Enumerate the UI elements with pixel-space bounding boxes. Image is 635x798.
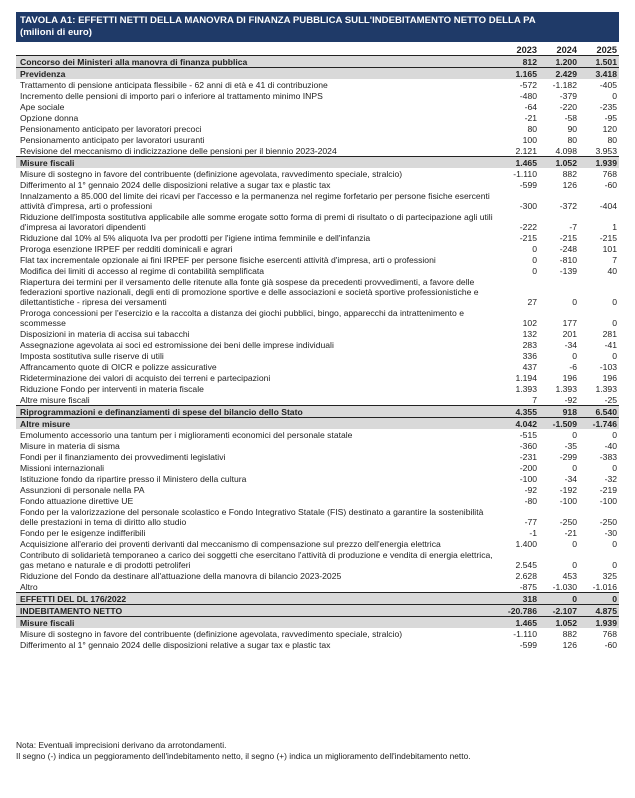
value-2024: 0 <box>572 463 577 473</box>
row-label: Disposizioni in materia di accisa sui tabacchi <box>20 329 190 339</box>
value-2023: 7 <box>532 395 537 405</box>
value-2024: 882 <box>562 169 577 179</box>
row-label: Incremento delle pensioni di importo pari o inferiore al trattamento minimo INPS <box>20 91 323 101</box>
value-2023: -20.786 <box>499 605 539 617</box>
value-2025: 0 <box>612 430 617 440</box>
value-2024: 0 <box>539 593 579 605</box>
value-2024: -220 <box>559 102 577 112</box>
value-2025: -40 <box>604 441 617 451</box>
row-label: Riprogrammazioni e definanziamenti di spese del bilancio dello Stato <box>16 406 499 418</box>
value-2023: -572 <box>519 80 537 90</box>
value-2023: 27 <box>527 297 537 307</box>
value-2023: 0 <box>532 266 537 276</box>
value-2024: 126 <box>562 180 577 190</box>
row-label: Emolumento accessorio una tantum per i miglioramenti economici del personale statale <box>20 430 353 440</box>
section-row <box>16 593 619 605</box>
row-label: Assegnazione agevolata ai soci ed estromissione dei beni delle imprese individuali <box>20 340 334 350</box>
value-2023: -80 <box>524 496 537 506</box>
header-cell-2025: 2025 <box>579 42 619 56</box>
value-2023: 2.545 <box>515 560 537 570</box>
row-label: Affrancamento quote di OICR e polizze assicurative <box>20 362 217 372</box>
value-2024: -372 <box>559 201 577 211</box>
table-row <box>16 372 619 383</box>
row-label: Misure di sostegno in favore del contribuente (definizione agevolata, ravvedimento speciale, stralcio) <box>20 629 403 639</box>
row-label: Riduzione del Fondo da destinare all'attuazione della manovra di bilancio 2023-2025 <box>20 571 342 581</box>
value-2025: 1.501 <box>579 56 619 68</box>
value-2024: -810 <box>559 255 577 265</box>
header-cell-2024: 2024 <box>539 42 579 56</box>
value-2025: -30 <box>604 528 617 538</box>
table-row <box>16 145 619 157</box>
table-row <box>16 570 619 581</box>
value-2023: 1.165 <box>499 68 539 80</box>
value-2023: -1.110 <box>513 169 537 179</box>
row-label: Differimento al 1° gennaio 2024 delle disposizioni relative a sugar tax e plastic tax <box>20 640 331 650</box>
value-2023: 0 <box>532 244 537 254</box>
value-2025: 768 <box>602 629 617 639</box>
row-label: Missioni internazionali <box>20 463 105 473</box>
row-label: Altre misure <box>16 418 499 430</box>
row-label: Flat tax incrementale opzionale ai fini IRPEF per persone fisiche esercenti attività d'impresa, arti o professioni <box>20 255 436 265</box>
notes <box>16 740 619 762</box>
value-2025: 0 <box>612 539 617 549</box>
value-2025: -215 <box>599 233 617 243</box>
section-row <box>16 157 619 169</box>
table-row <box>16 495 619 506</box>
row-label: Misure fiscali <box>16 157 499 169</box>
table-row <box>16 394 619 406</box>
row-label: Misure di sostegno in favore del contribuente (definizione agevolata, ravvedimento speciale, stralcio) <box>20 169 403 179</box>
value-2025: -95 <box>604 113 617 123</box>
row-label: Misure fiscali <box>16 617 499 629</box>
row-label: Proroga concessioni per l'esercizio e la raccolta a distanza dei giochi pubblici, bingo, apparecchi da intrattenimento e scommesse <box>20 308 464 328</box>
value-2025: 80 <box>607 135 617 145</box>
value-2023: 4.042 <box>499 418 539 430</box>
row-label: Imposta sostitutiva sulle riserve di utili <box>20 351 164 361</box>
value-2023: -1 <box>529 528 537 538</box>
value-2025: 325 <box>602 571 617 581</box>
row-label: Altro <box>20 582 38 592</box>
table-row <box>16 549 619 570</box>
table-row <box>16 350 619 361</box>
row-label: Ape sociale <box>20 102 65 112</box>
value-2025: 1 <box>612 222 617 232</box>
value-2025: 101 <box>602 244 617 254</box>
value-2023: -200 <box>519 463 537 473</box>
value-2023: -1.110 <box>513 629 537 639</box>
value-2024: 0 <box>572 297 577 307</box>
value-2024: -1.030 <box>552 582 577 592</box>
table-row <box>16 383 619 394</box>
value-2023: -222 <box>519 222 537 232</box>
row-label: Fondi per il finanziamento dei provvedimenti legislativi <box>20 452 226 462</box>
table-row <box>16 265 619 276</box>
value-2024: 1.200 <box>539 56 579 68</box>
value-2025: -41 <box>604 340 617 350</box>
row-label: Previdenza <box>16 68 499 80</box>
table-row <box>16 101 619 112</box>
value-2024: -6 <box>569 362 577 372</box>
value-2024: 1.052 <box>539 617 579 629</box>
value-2025: 768 <box>602 169 617 179</box>
value-2025: 1.939 <box>579 617 619 629</box>
section-row <box>16 68 619 80</box>
value-2025: 0 <box>612 297 617 307</box>
value-2024: -21 <box>564 528 577 538</box>
value-2023: 1.465 <box>499 617 539 629</box>
header-cell-label <box>16 42 499 56</box>
header-cell-2023: 2023 <box>499 42 539 56</box>
value-2025: 0 <box>612 91 617 101</box>
value-2025: 3.953 <box>595 146 617 156</box>
value-2023: -77 <box>524 517 537 527</box>
value-2024: -1.182 <box>552 80 577 90</box>
value-2023: 102 <box>522 318 537 328</box>
value-2025: -1.746 <box>579 418 619 430</box>
value-2024: -35 <box>564 441 577 451</box>
value-2024: -215 <box>559 233 577 243</box>
value-2025: 120 <box>602 124 617 134</box>
row-label: INDEBITAMENTO NETTO <box>16 605 499 617</box>
table-row <box>16 473 619 484</box>
value-2023: 2.121 <box>515 146 537 156</box>
row-label: Riduzione dal 10% al 5% aliquota Iva per prodotti per l'igiene intima femminile e dell'infanzia <box>20 233 371 243</box>
value-2023: -100 <box>519 474 537 484</box>
table-row <box>16 429 619 440</box>
value-2023: 336 <box>522 351 537 361</box>
table-row <box>16 79 619 90</box>
row-label: Pensionamento anticipato per lavoratori usuranti <box>20 135 205 145</box>
row-label: Misure in materia di sisma <box>20 441 120 451</box>
value-2025: -100 <box>599 496 617 506</box>
value-2025: 0 <box>579 593 619 605</box>
value-2024: -7 <box>569 222 577 232</box>
table-row <box>16 361 619 372</box>
value-2024: -1.509 <box>539 418 579 430</box>
value-2023: -300 <box>519 201 537 211</box>
value-2024: -34 <box>564 340 577 350</box>
row-label: Concorso dei Ministeri alla manovra di finanza pubblica <box>16 56 499 68</box>
value-2023: 132 <box>522 329 537 339</box>
table-row <box>16 211 619 232</box>
value-2024: 0 <box>572 539 577 549</box>
row-label: Modifica dei limiti di accesso al regime di contabilità semplificata <box>20 266 265 276</box>
section-row <box>16 56 619 68</box>
value-2023: -360 <box>519 441 537 451</box>
row-label: Riduzione dell'imposta sostitutiva applicabile alle somme erogate sotto forma di premi di risultato o di partecipazione agli utili d'impresa ai lavoratori dipendenti <box>20 212 493 232</box>
value-2024: 201 <box>562 329 577 339</box>
table-row <box>16 639 619 650</box>
value-2024: 918 <box>539 406 579 418</box>
table-row <box>16 112 619 123</box>
table-row <box>16 243 619 254</box>
table-row <box>16 168 619 179</box>
table-row <box>16 232 619 243</box>
value-2023: 1.194 <box>515 373 537 383</box>
table-title <box>16 12 619 42</box>
header-row <box>16 42 619 56</box>
row-label: Revisione del meccanismo di indicizzazione delle pensioni per il biennio 2023-2024 <box>20 146 337 156</box>
value-2025: -60 <box>604 640 617 650</box>
row-label: Innalzamento a 85.000 del limite dei ricavi per l'accesso e la permanenza nel regime forfetario per persone fisiche esercenti attività d'impresa, arti o professioni <box>20 191 490 211</box>
value-2024: 453 <box>562 571 577 581</box>
value-2024: -379 <box>559 91 577 101</box>
value-2025: -405 <box>599 80 617 90</box>
value-2023: -875 <box>519 582 537 592</box>
table-title-unit: (milioni di euro) <box>20 27 92 38</box>
row-label: Proroga esenzione IRPEF per redditi dominicali e agrari <box>20 244 233 254</box>
section-row <box>16 406 619 418</box>
value-2024: -192 <box>559 485 577 495</box>
row-label: EFFETTI DEL DL 176/2022 <box>16 593 499 605</box>
table-body <box>16 42 619 650</box>
value-2024: 80 <box>567 135 577 145</box>
value-2024: 177 <box>562 318 577 328</box>
row-label: Acquisizione all'erario dei proventi derivanti dal meccanismo di compensazione sul prezzo dell'energia elettrica <box>20 539 441 549</box>
value-2025: -1.016 <box>592 582 617 592</box>
value-2024: 0 <box>572 430 577 440</box>
table-row <box>16 506 619 527</box>
table-row <box>16 90 619 101</box>
value-2023: -21 <box>524 113 537 123</box>
value-2025: -60 <box>604 180 617 190</box>
section-row <box>16 418 619 430</box>
table-row <box>16 123 619 134</box>
value-2024: 0 <box>572 560 577 570</box>
value-2023: 812 <box>499 56 539 68</box>
value-2025: 0 <box>612 351 617 361</box>
value-2024: -100 <box>559 496 577 506</box>
table-row <box>16 179 619 190</box>
table-row <box>16 628 619 639</box>
value-2025: -250 <box>599 517 617 527</box>
data-table <box>16 42 619 650</box>
value-2025: -404 <box>599 201 617 211</box>
table-row <box>16 527 619 538</box>
value-2023: -515 <box>519 430 537 440</box>
row-label: Fondo attuazione direttive UE <box>20 496 134 506</box>
value-2024: -250 <box>559 517 577 527</box>
value-2024: 196 <box>562 373 577 383</box>
value-2023: 318 <box>499 593 539 605</box>
value-2025: 7 <box>612 255 617 265</box>
table-row <box>16 190 619 211</box>
value-2024: 0 <box>572 351 577 361</box>
value-2023: -599 <box>519 640 537 650</box>
value-2024: -34 <box>564 474 577 484</box>
value-2025: 3.418 <box>579 68 619 80</box>
table-title-line1: TAVOLA A1: EFFETTI NETTI DELLA MANOVRA DI FINANZA PUBBLICA SULL'INDEBITAMENTO NETTO DELLA PA <box>20 15 536 26</box>
row-label: Contributo di solidarietà temporaneo a carico dei soggetti che esercitano l'attività di produzione e vendita di energia elettrica, gas metano e naturale e di prodotti petroliferi <box>20 550 493 570</box>
row-label: Rideterminazione dei valori di acquisto dei terreni e partecipazioni <box>20 373 271 383</box>
table-row <box>16 581 619 593</box>
note-sign: Il segno (-) indica un peggioramento dell'indebitamento netto, il segno (+) indica un miglioramento dell'indebitamento netto. <box>16 751 471 761</box>
value-2023: 1.465 <box>499 157 539 169</box>
row-label: Trattamento di pensione anticipata flessibile - 62 anni di età e 41 di contribuzione <box>20 80 328 90</box>
value-2024: 1.052 <box>539 157 579 169</box>
value-2024: -58 <box>564 113 577 123</box>
value-2025: 40 <box>607 266 617 276</box>
table-row <box>16 339 619 350</box>
value-2023: 80 <box>527 124 537 134</box>
value-2025: 4.875 <box>579 605 619 617</box>
row-label: Fondo per le esigenze indifferibili <box>20 528 146 538</box>
row-label: Pensionamento anticipato per lavoratori precoci <box>20 124 202 134</box>
value-2024: -248 <box>559 244 577 254</box>
value-2024: 4.098 <box>555 146 577 156</box>
row-label: Differimento al 1° gennaio 2024 delle disposizioni relative a sugar tax e plastic tax <box>20 180 331 190</box>
value-2023: 1.400 <box>515 539 537 549</box>
table-row <box>16 451 619 462</box>
row-label: Riduzione Fondo per interventi in materia fiscale <box>20 384 204 394</box>
value-2023: 0 <box>532 255 537 265</box>
value-2024: 1.393 <box>555 384 577 394</box>
value-2023: -92 <box>524 485 537 495</box>
row-label: Altre misure fiscali <box>20 395 90 405</box>
value-2025: 281 <box>602 329 617 339</box>
value-2024: -2.107 <box>539 605 579 617</box>
value-2024: 2.429 <box>539 68 579 80</box>
value-2024: 126 <box>562 640 577 650</box>
value-2024: 90 <box>567 124 577 134</box>
table-row <box>16 254 619 265</box>
value-2024: -139 <box>559 266 577 276</box>
value-2025: 1.939 <box>579 157 619 169</box>
value-2023: 4.355 <box>499 406 539 418</box>
value-2025: 196 <box>602 373 617 383</box>
value-2025: 1.393 <box>595 384 617 394</box>
value-2024: 882 <box>562 629 577 639</box>
value-2025: -103 <box>599 362 617 372</box>
section-row <box>16 605 619 617</box>
value-2025: -25 <box>604 395 617 405</box>
table-row <box>16 440 619 451</box>
value-2023: 437 <box>522 362 537 372</box>
value-2025: -235 <box>599 102 617 112</box>
value-2023: 283 <box>522 340 537 350</box>
table-row <box>16 328 619 339</box>
value-2025: -383 <box>599 452 617 462</box>
value-2023: -599 <box>519 180 537 190</box>
table-row <box>16 307 619 328</box>
value-2023: -64 <box>524 102 537 112</box>
value-2025: 6.540 <box>579 406 619 418</box>
value-2024: -92 <box>564 395 577 405</box>
value-2023: -231 <box>519 452 537 462</box>
section-row <box>16 617 619 629</box>
table-row <box>16 134 619 145</box>
row-label: Assunzioni di personale nella PA <box>20 485 145 495</box>
value-2023: 2.628 <box>515 571 537 581</box>
value-2023: 1.393 <box>515 384 537 394</box>
row-label: Istituzione fondo da ripartire presso il Ministero della cultura <box>20 474 247 484</box>
table-row <box>16 538 619 549</box>
value-2025: -219 <box>599 485 617 495</box>
value-2025: 0 <box>612 560 617 570</box>
note-rounding: Nota: Eventuali imprecisioni derivano da arrotondamenti. <box>16 740 227 750</box>
value-2024: -299 <box>559 452 577 462</box>
row-label: Riapertura dei termini per il versamento delle ritenute alla fonte già sospese da precedenti provvedimenti, a favore delle federazioni sportive nazionali, degli enti di promozione sportive e delle associazioni e società sportive professionistiche e dilettantistiche - ripresa dei versamenti <box>20 277 479 307</box>
value-2025: -32 <box>604 474 617 484</box>
table-row <box>16 462 619 473</box>
value-2023: -215 <box>519 233 537 243</box>
value-2025: 0 <box>612 463 617 473</box>
value-2023: -480 <box>519 91 537 101</box>
table-row <box>16 484 619 495</box>
table-row <box>16 276 619 307</box>
row-label: Fondo per la valorizzazione del personale scolastico e Fondo Integrativo Statale (FIS) destinato a garantire la sostenibilità delle prestazioni in tema di diritto allo studio <box>20 507 484 527</box>
value-2023: 100 <box>522 135 537 145</box>
row-label: Opzione donna <box>20 113 79 123</box>
value-2025: 0 <box>612 318 617 328</box>
